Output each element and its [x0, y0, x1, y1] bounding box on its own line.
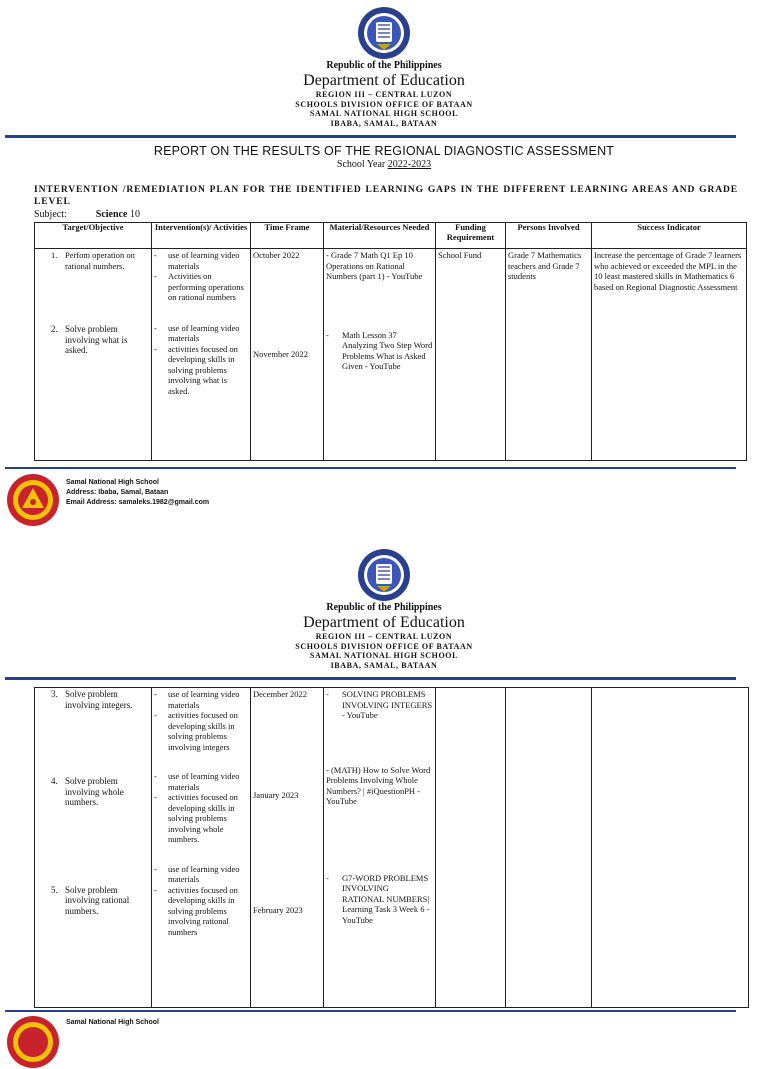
header-divider	[5, 677, 736, 680]
target-objective: 1. Perfom operation on rational numbers.	[51, 250, 135, 271]
table-row	[35, 249, 747, 461]
target-objective: 4. Solve problem involving whole numbers.	[51, 776, 124, 807]
deped-seal-logo	[357, 548, 411, 602]
footer-info	[66, 478, 209, 508]
activity-item: - use of learning video materials	[154, 863, 240, 884]
subject-line	[34, 209, 140, 220]
material-resource: - (MATH) How to Solve Word Problems Involving Whole Numbers? | #iQuestionPH - YouTube	[326, 764, 431, 806]
activity-item: - activities focused on developing skills in solving problems involving whole numbers.	[154, 792, 238, 844]
activity-item: - activities focused on developing skills in solving problems involving what is asked.	[154, 343, 238, 396]
school-logo	[6, 473, 60, 527]
footer-divider	[5, 1010, 736, 1012]
target-objective: 3. Solve problem involving integers.	[51, 689, 133, 710]
success-indicator-cell: Increase the percentage of Grade 7 learners who achieved or exceeded the MPL in the 10 least mastered skills in Mathematics 6 based on Regional Diagnostic Assessment	[592, 249, 747, 461]
time-frame: December 2022	[253, 689, 308, 699]
persons-cell	[506, 688, 592, 1008]
activity-item: - activities focused on developing skills in solving problems involving integers	[154, 710, 238, 752]
plan-table-page2	[34, 687, 749, 1008]
footer-divider	[5, 467, 736, 469]
plan-title: INTERVENTION /REMEDIATION PLAN FOR THE IDENTIFIED LEARNING GAPS IN THE DIFFERENT LEARNING AREAS AND GRADE LEVEL	[34, 185, 738, 207]
target-objective: 2. Solve problem involving what is asked.	[51, 324, 128, 355]
table-row	[35, 688, 749, 1008]
time-frame: January 2023	[253, 789, 299, 800]
funding-cell	[436, 688, 506, 1008]
division-line: SCHOOLS DIVISION OFFICE OF BATAAN	[295, 641, 473, 651]
persons-cell: Grade 7 Mathematics teachers and Grade 7 students	[506, 249, 592, 461]
material-resource: - Math Lesson 37 Analyzing Two Step Word Problems What is Asked Given - YouTube	[326, 329, 433, 371]
activity-item: - use of learning video materials	[154, 771, 240, 792]
header-divider	[5, 135, 736, 138]
activity-item: - use of learning video materials	[154, 322, 240, 343]
header-persons: Persons Involved	[506, 223, 592, 249]
table-header-row	[35, 223, 747, 249]
activity-item: - activities focused on developing skills in solving problems involving rational numbers	[154, 884, 238, 937]
header-activities: Intervention(s)/ Activities	[152, 223, 251, 249]
funding-cell: School Fund	[436, 249, 506, 461]
address-line: IBABA, SAMAL, BATAAN	[330, 660, 438, 670]
time-frame: February 2023	[253, 905, 303, 915]
header-materials: Material/Resources Needed	[324, 223, 436, 249]
activity-item: - use of learning video materials	[154, 250, 240, 271]
plan-table-page1	[34, 222, 747, 461]
time-frame: October 2022	[253, 250, 300, 260]
success-indicator-cell	[592, 688, 749, 1008]
activity-item: - use of learning video materials	[154, 689, 240, 710]
header-target: Target/Objective	[35, 223, 152, 249]
header-success-indicator: Success Indicator	[592, 223, 747, 249]
department-title: Department of Education	[303, 72, 465, 89]
address-line: IBABA, SAMAL, BATAAN	[330, 118, 438, 128]
footer-info	[66, 1018, 159, 1028]
header-time-frame: Time Frame	[251, 223, 324, 249]
time-frame: November 2022	[253, 348, 309, 359]
deped-seal-logo	[357, 6, 411, 60]
subject-grade: 10	[129, 209, 140, 220]
department-title: Department of Education	[303, 614, 465, 631]
school-year: School Year 2022-2023	[336, 159, 432, 170]
region-line: REGION III – CENTRAL LUZON	[315, 90, 453, 99]
subject-label: Subject:	[34, 209, 67, 220]
material-resource: - Grade 7 Math Q1 Ep 10 Operations on Rational Numbers (part 1) - YouTube	[326, 250, 423, 281]
region-line: REGION III – CENTRAL LUZON	[315, 632, 453, 641]
footer-school: Samal National High School	[66, 1019, 159, 1026]
school-line: SAMAL NATIONAL HIGH SCHOOL	[309, 109, 459, 118]
material-resource: - SOLVING PROBLEMS INVOLVING INTEGERS - YouTube	[326, 689, 433, 720]
footer-address: Address: Ibaba, Samal, Bataan	[66, 489, 169, 496]
footer-school: Samal National High School	[66, 479, 159, 486]
activity-item: - Activities on performing operations on rational numbers	[154, 271, 244, 302]
report-title: REPORT ON THE RESULTS OF THE REGIONAL DIAGNOSTIC ASSESSMENT	[153, 144, 615, 158]
target-objective: 5. Solve problem involving rational numbers.	[51, 884, 130, 916]
division-line: SCHOOLS DIVISION OFFICE OF BATAAN	[295, 99, 473, 109]
republic-label: Republic of the Philippines	[326, 60, 442, 71]
republic-label: Republic of the Philippines	[326, 602, 442, 613]
subject-value: Science	[95, 209, 128, 220]
footer-email: Email Address: samaleks.1982@gmail.com	[66, 499, 210, 506]
header-funding: Funding Requirement	[436, 223, 506, 249]
material-resource: - G7-WORD PROBLEMS INVOLVING RATIONAL NUMBERS| Learning Task 3 Week 6 - YouTube	[326, 872, 430, 925]
school-logo	[6, 1015, 60, 1069]
school-line: SAMAL NATIONAL HIGH SCHOOL	[309, 651, 459, 660]
